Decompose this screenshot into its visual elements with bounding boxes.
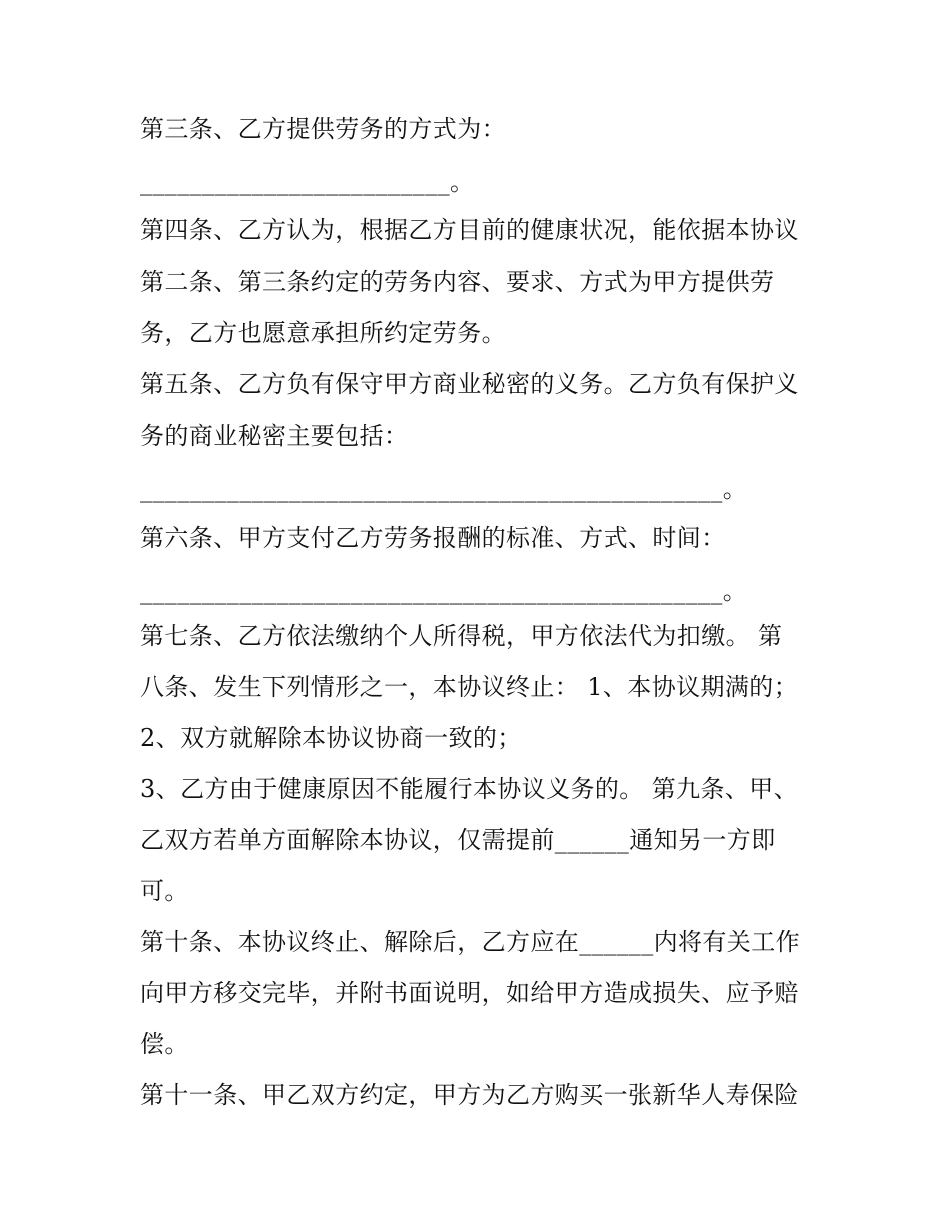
text-line: 第十条、本协议终止、解除后，乙方应在______内将有关工作 [140, 928, 800, 956]
text-line: 第五条、乙方负有保守甲方商业秘密的义务。乙方负有保护义 [140, 370, 799, 398]
blank-line: _________________________。 [140, 168, 475, 196]
text-line: 偿。 [140, 1030, 189, 1058]
text-line: 向甲方移交完毕，并附书面说明，如给甲方造成损失、应予赔 [140, 979, 799, 1007]
text-line: 第七条、乙方依法缴纳个人所得税，甲方依法代为扣缴。 第 [140, 622, 783, 650]
text-line: 务的商业秘密主要包括： [140, 422, 409, 450]
text-line: 第十一条、甲乙双方约定，甲方为乙方购买一张新华人寿保险 [140, 1081, 799, 1109]
blank-line: _______________________________________________。 [140, 475, 748, 503]
text-line: 乙双方若单方面解除本协议，仅需提前______通知另一方即 [140, 826, 776, 854]
text-line: 第四条、乙方认为，根据乙方目前的健康状况，能依据本协议 [140, 216, 799, 244]
text-line: 务，乙方也愿意承担所约定劳务。 [140, 319, 506, 347]
text-line: 八条、发生下列情形之一，本协议终止： 1、本协议期满的； [140, 673, 799, 701]
text-line: 可。 [140, 877, 189, 905]
text-line: 第三条、乙方提供劳务的方式为： [140, 115, 506, 143]
text-line: 2、双方就解除本协议协商一致的； [140, 724, 522, 752]
text-line: 3、乙方由于健康原因不能履行本协议义务的。 第九条、甲、 [140, 775, 799, 803]
blank-line: _______________________________________________。 [140, 577, 748, 605]
text-line: 第二条、第三条约定的劳务内容、要求、方式为甲方提供劳 [140, 268, 775, 296]
text-line: 第六条、甲方支付乙方劳务报酬的标准、方式、时间： [140, 524, 726, 552]
